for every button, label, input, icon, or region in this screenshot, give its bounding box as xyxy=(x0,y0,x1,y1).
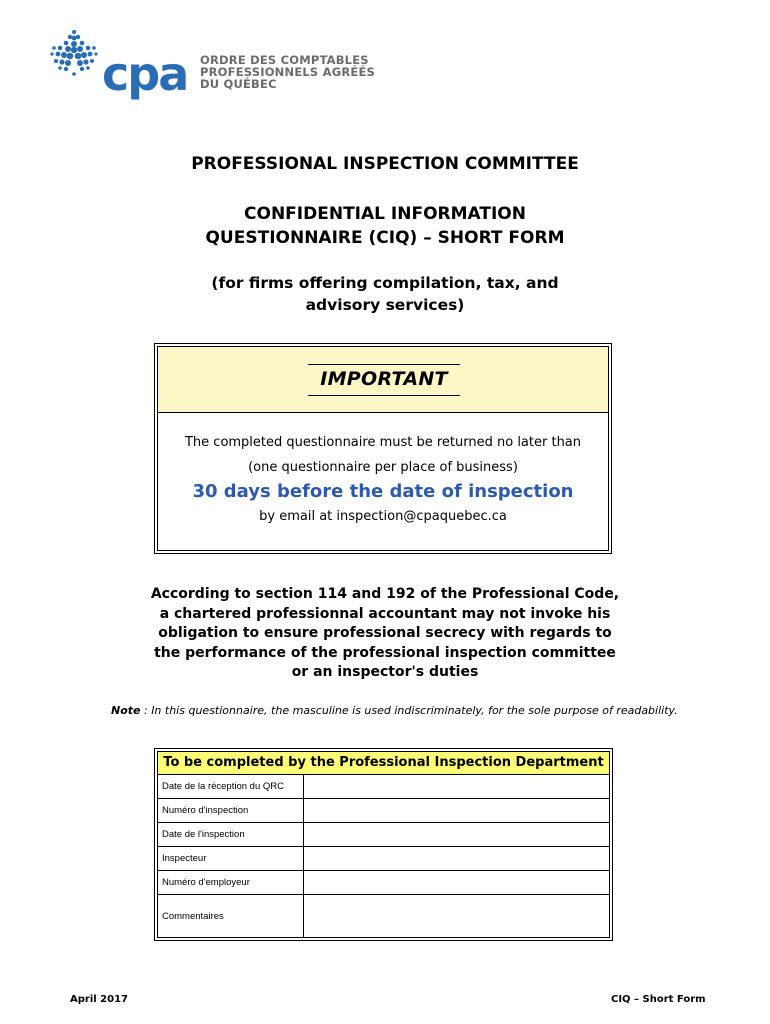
row-label-reception-date: Date de la réception du QRC xyxy=(158,775,304,798)
footer-date: April 2017 xyxy=(70,994,128,1005)
table-row xyxy=(158,799,609,823)
readability-note: Note : In this questionnaire, the masculine is used indiscriminately, for the sole purpose of readability. xyxy=(111,704,678,717)
email-instruction: by email at inspection@cpaquebec.ca xyxy=(259,509,507,524)
footer-form-name: CIQ – Short Form xyxy=(611,994,706,1005)
maple-leaf-dots-icon xyxy=(44,26,194,106)
row-label-inspector: Inspecteur xyxy=(158,847,304,870)
comments-field[interactable] xyxy=(304,895,609,937)
committee-title: PROFESSIONAL INSPECTION COMMITTEE xyxy=(191,154,579,174)
important-heading: IMPORTANT xyxy=(308,364,460,396)
logo-org-name: ORDRE DES COMPTABLES PROFESSIONNELS AGRÉÉS DU QUÉBEC xyxy=(200,53,375,91)
inspector-field[interactable] xyxy=(304,847,609,870)
deadline-highlight: 30 days before the date of inspection xyxy=(192,481,574,502)
reception-date-field[interactable] xyxy=(304,775,609,798)
table-row xyxy=(158,823,609,847)
row-label-inspection-number: Numéro d'inspection xyxy=(158,799,304,822)
legal-statement: According to section 114 and 192 of the Professional Code, a chartered professionnal accountant may not invoke his obligation to ensure professional secrecy with regards to the performance of the professional inspection committee or an inspector's duties xyxy=(150,586,620,680)
table-row xyxy=(158,847,609,871)
table-row xyxy=(158,895,609,937)
form-title-line1: CONFIDENTIAL INFORMATION xyxy=(244,204,526,224)
employer-number-field[interactable] xyxy=(304,871,609,894)
one-per-place-text: (one questionnaire per place of business) xyxy=(248,460,518,475)
note-label: Note xyxy=(111,704,141,717)
inspection-date-field[interactable] xyxy=(304,823,609,846)
table-row xyxy=(158,871,609,895)
row-label-inspection-date: Date de l'inspection xyxy=(158,823,304,846)
cpa-logo xyxy=(44,26,375,106)
table-row xyxy=(158,775,609,799)
department-table-heading: To be completed by the Professional Inspection Department xyxy=(158,752,609,775)
row-label-comments: Commentaires xyxy=(158,895,304,937)
form-subtitle-line1: (for firms offering compilation, tax, and xyxy=(211,274,559,292)
form-subtitle-line2: advisory services) xyxy=(305,296,465,314)
svg-text:cpa: cpa xyxy=(102,47,188,101)
department-table xyxy=(154,748,613,941)
note-text: In this questionnaire, the masculine is used indiscriminately, for the sole purpose of readability. xyxy=(151,704,678,717)
inspection-number-field[interactable] xyxy=(304,799,609,822)
important-header xyxy=(158,347,608,413)
return-deadline-text: The completed questionnaire must be returned no later than xyxy=(184,435,582,450)
form-title-line2: QUESTIONNAIRE (CIQ) – SHORT FORM xyxy=(205,228,565,248)
important-box xyxy=(154,343,612,554)
row-label-employer-number: Numéro d'employeur xyxy=(158,871,304,894)
